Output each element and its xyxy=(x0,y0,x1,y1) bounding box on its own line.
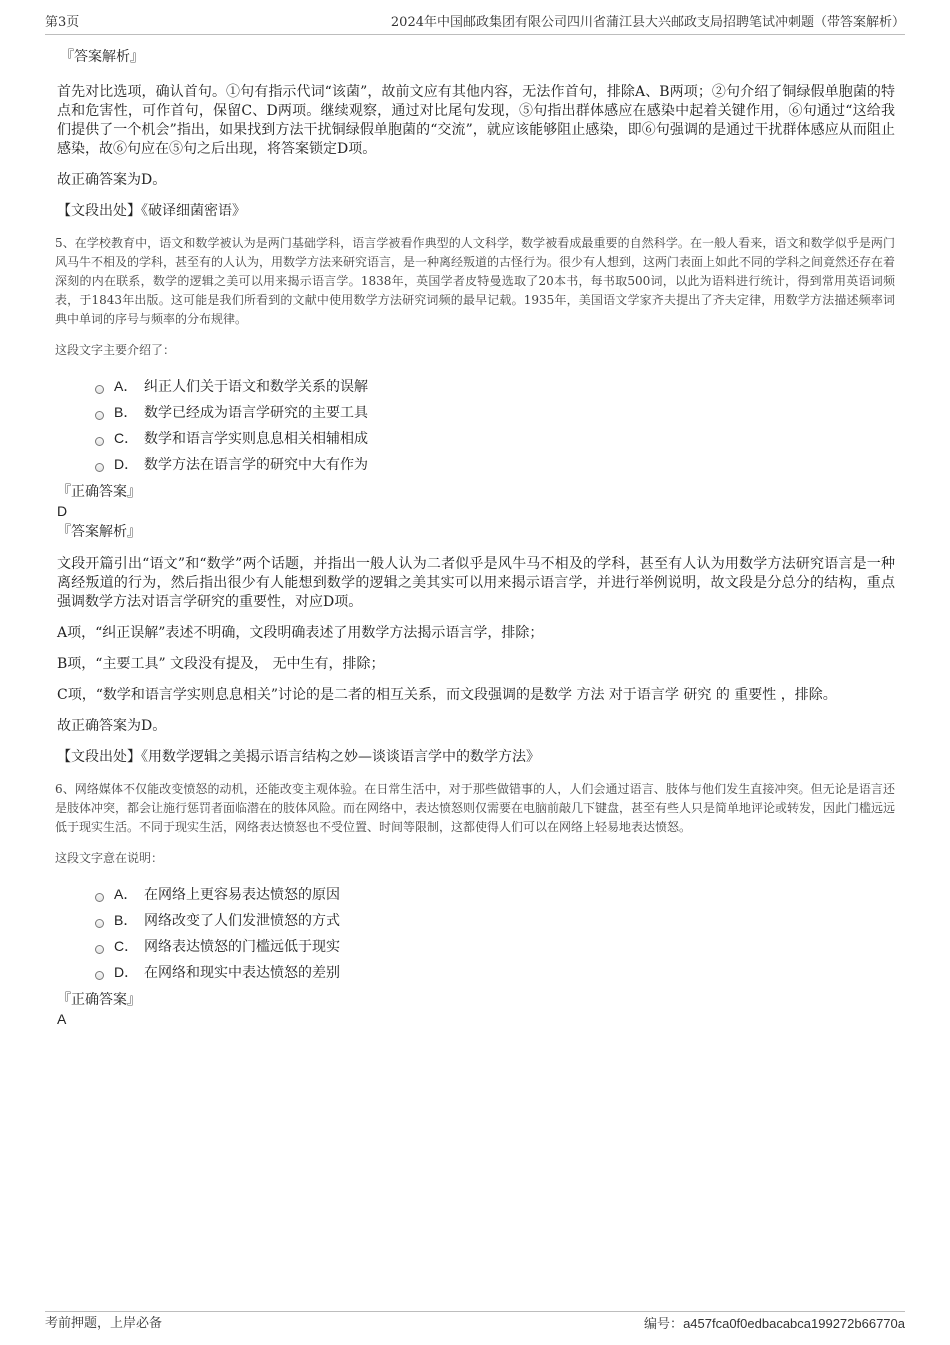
analysis-paragraph: 文段开篇引出“语文”和“数学”两个话题，并指出一般人认为二者似乎是风牛马不相及的学科，甚至有人认为用数学方法研究语言是一种离经叛道的行为，然后指出很少有人能想到数学的逻辑之美其实可以用来揭示语言学，并进行举例说明，故文段是分总分的结构，重点强调数学方法对语言学研究的重要性，对应D项。 xyxy=(57,556,895,610)
analysis-label: 『答案解析』 xyxy=(60,49,144,65)
option-text: 数学已经成为语言学研究的主要工具 xyxy=(144,405,368,421)
radio-icon[interactable] xyxy=(95,437,104,446)
option-text: 网络改变了人们发泄愤怒的方式 xyxy=(144,913,340,929)
radio-icon[interactable] xyxy=(95,945,104,954)
option-letter: C． xyxy=(114,938,139,954)
code-label: 编号： xyxy=(644,1317,684,1332)
radio-icon[interactable] xyxy=(95,463,104,472)
option-c[interactable] xyxy=(95,933,895,959)
option-b[interactable] xyxy=(95,907,895,933)
document-code xyxy=(644,1314,905,1335)
source-citation: 【文段出处】《用数学逻辑之美揭示语言结构之妙—谈谈语言学中的数学方法》 xyxy=(57,749,540,765)
analysis-label: 『答案解析』 xyxy=(57,524,141,540)
page-number: 第3页 xyxy=(45,15,80,30)
option-letter: B． xyxy=(114,912,138,928)
option-letter: A． xyxy=(114,378,138,394)
option-d[interactable] xyxy=(95,959,895,985)
correct-answer-label: 『正确答案』 xyxy=(57,484,141,500)
analysis-paragraph: B项，“主要工具” 文段没有提及， 无中生有，排除； xyxy=(57,656,385,672)
question-5-stem: 5、在学校教育中，语文和数学被认为是两门基础学科，语言学被看作典型的人文科学，数学被看成最重要的自然科学。在一般人看来，语文和数学似乎是两门风马牛不相及的学科，甚至有的人认为，用数学方法来研究语言，是一种离经叛道的古怪行为。很少有人想到，这两门表面上如此不同的学科之间竟然还存在着深刻的内在联系，数学的逻辑之美可以用来揭示语言学。1838年，英国学者皮特曼选取了20本书，每书取500词，以此为语料进行统计，得到常用英语词频表，于1843年出版。这可能是我们所看到的文献中使用数学方法研究词频的最早记载。1935年，美国语文学家齐夫提出了齐夫定律，用数学方法描述频率词典中单词的序号与频率的分布规律。 xyxy=(55,236,896,326)
option-text: 数学和语言学实则息息相关相辅相成 xyxy=(144,431,368,447)
radio-icon[interactable] xyxy=(95,893,104,902)
radio-icon[interactable] xyxy=(95,385,104,394)
analysis-paragraph: C项，“数学和语言学实则息息相关”讨论的是二者的相互关系，而文段强调的是数学 方法 对于语言学 研究 的 重要性 ，排除。 xyxy=(57,687,837,703)
analysis-text: 首先对比选项，确认首句。①句有指示代词“该菌”，故前文应有其他内容，无法作首句，排除A、B两项；②句介绍了铜绿假单胞菌的特点和危害性，可作首句，保留C、D两项。继续观察，通过对比尾句发现，⑤句指出群体感应在感染中起着关键作用，⑥句通过“这给我们提供了一个机会”指出，如果找到方法干扰铜绿假单胞菌的“交流”，就应该能够阻止感染，即⑥句强调的是通过干扰群体感应从而阻止感染，故⑥句应在⑤句之后出现，将答案锁定D项。 xyxy=(57,84,895,157)
page-header xyxy=(45,14,905,35)
code-value: a457fca0f0edbacabca199272b66770a xyxy=(683,1316,905,1331)
option-letter: D． xyxy=(114,964,139,980)
option-d[interactable] xyxy=(95,451,895,477)
option-text: 在网络和现实中表达愤怒的差别 xyxy=(144,965,340,981)
question-6-prompt: 这段文字意在说明： xyxy=(55,851,164,865)
option-text: 网络表达愤怒的门槛远低于现实 xyxy=(144,939,340,955)
correct-answer-label: 『正确答案』 xyxy=(57,992,141,1008)
page-footer xyxy=(45,1311,905,1334)
option-text: 数学方法在语言学的研究中大有作为 xyxy=(144,457,368,473)
document-title: 2024年中国邮政集团有限公司四川省蒲江县大兴邮政支局招聘笔试冲刺题（带答案解析） xyxy=(390,15,905,30)
question-5-prompt: 这段文字主要介绍了： xyxy=(55,343,176,357)
option-letter: A． xyxy=(114,886,138,902)
analysis-paragraph: A项，“纠正误解”表述不明确，文段明确表述了用数学方法揭示语言学，排除； xyxy=(57,625,544,641)
footer-slogan: 考前押题，上岸必备 xyxy=(45,1316,163,1331)
option-text: 纠正人们关于语文和数学关系的误解 xyxy=(144,379,368,395)
question-6-options xyxy=(95,881,895,985)
question-5-options xyxy=(95,373,895,477)
option-letter: C． xyxy=(114,430,139,446)
option-c[interactable] xyxy=(95,425,895,451)
source-citation: 【文段出处】《破译细菌密语》 xyxy=(57,203,246,219)
page-content xyxy=(57,44,895,1028)
option-a[interactable] xyxy=(95,373,895,399)
option-a[interactable] xyxy=(95,881,895,907)
option-b[interactable] xyxy=(95,399,895,425)
option-text: 在网络上更容易表达愤怒的原因 xyxy=(144,887,340,903)
option-letter: B． xyxy=(114,404,138,420)
conclusion-text: 故正确答案为D。 xyxy=(57,718,167,734)
question-6-stem: 6、网络媒体不仅能改变愤怒的动机，还能改变主观体验。在日常生活中，对于那些做错事的人，人们会通过语言、肢体与他们发生直接冲突。但无论是语言还是肢体冲突，都会让施行惩罚者面临潜在的肢体风险。而在网络中，表达愤怒则仅需要在电脑前敲几下键盘，甚至有些人只是简单地评论或转发，因此门槛远远低于现实生活。不同于现实生活，网络表达愤怒也不受位置、时间等限制，这都使得人们可以在网络上轻易地表达愤怒。 xyxy=(55,782,896,834)
correct-answer: D xyxy=(57,503,68,519)
conclusion-text: 故正确答案为D。 xyxy=(57,172,167,188)
correct-answer: A xyxy=(57,1011,67,1027)
radio-icon[interactable] xyxy=(95,919,104,928)
option-letter: D． xyxy=(114,456,139,472)
radio-icon[interactable] xyxy=(95,971,104,980)
radio-icon[interactable] xyxy=(95,411,104,420)
